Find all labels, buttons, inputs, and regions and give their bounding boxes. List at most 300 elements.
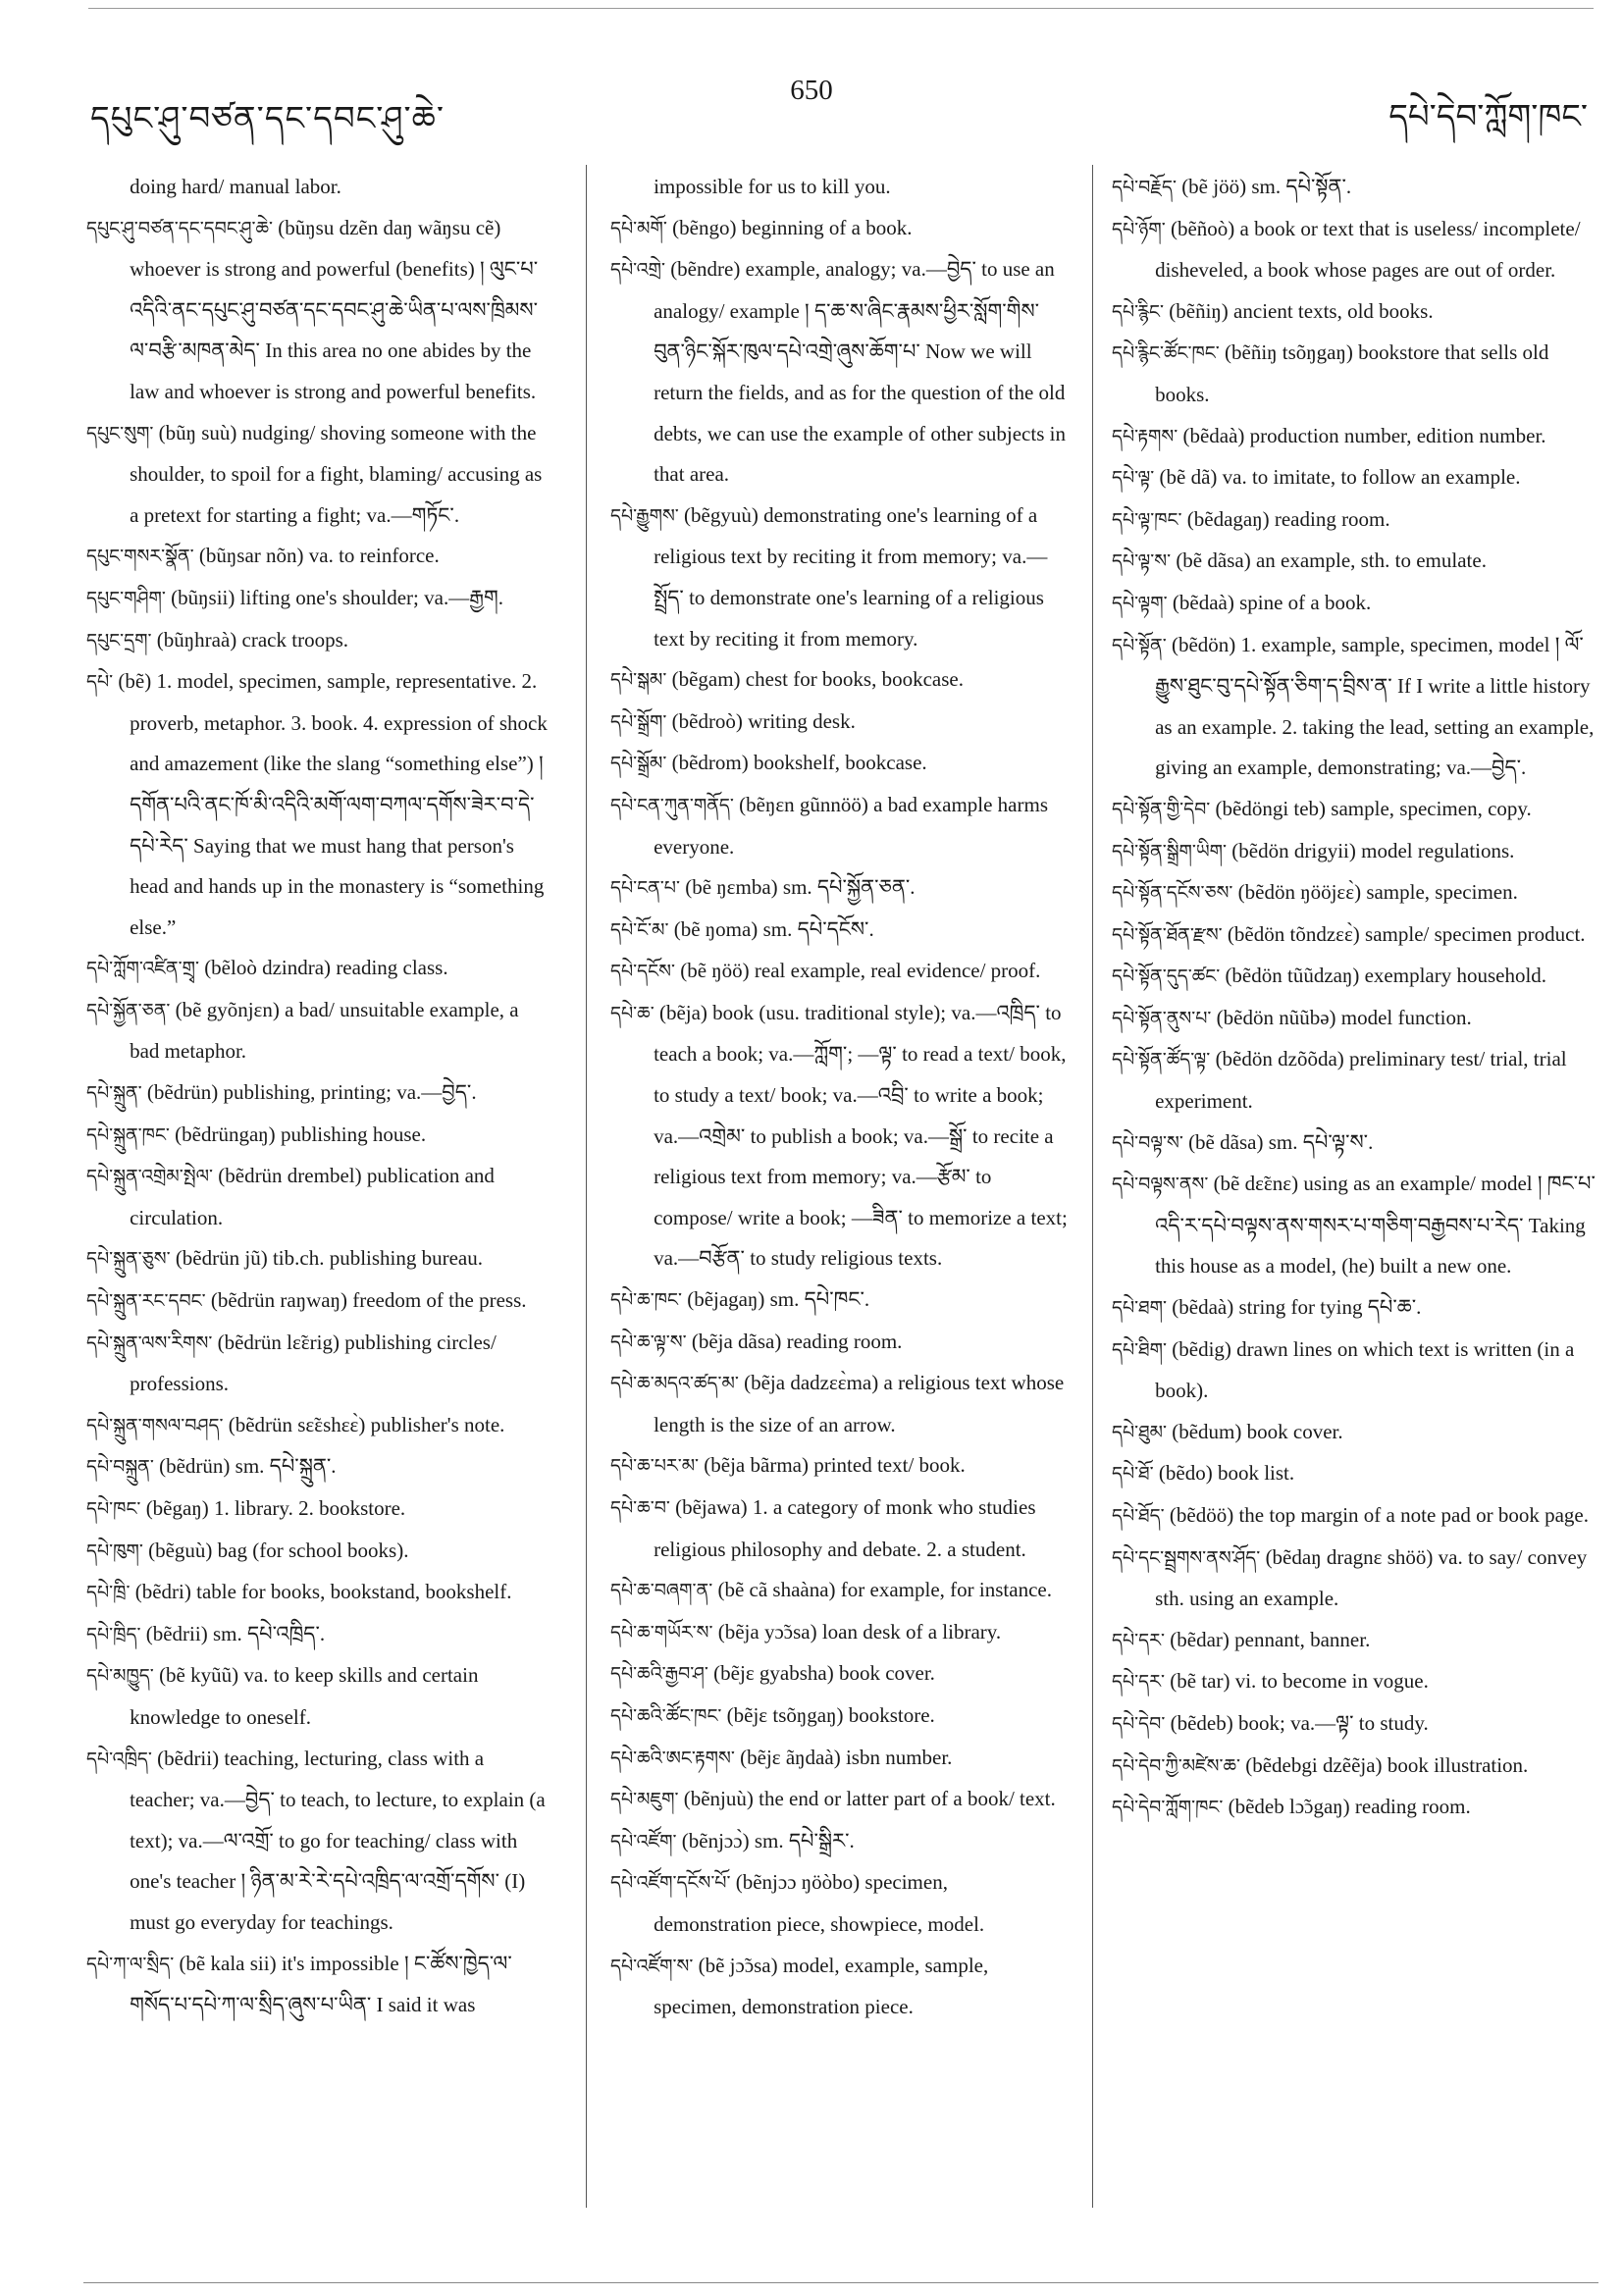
dictionary-entry: [1112, 1620, 1607, 1662]
dictionary-entry: [86, 990, 550, 1072]
headword-romanization: (bẽñiŋ tsõŋgaŋ): [1225, 340, 1353, 365]
entry-definition: preliminary test/ trial, trial experiment.: [1155, 1047, 1567, 1114]
entry-definition: a bad example harms everyone.: [654, 792, 1048, 859]
headword-romanization: (bẽdaà): [1172, 590, 1234, 614]
headword-tibetan: དཔེ་ཐོ་: [1112, 1463, 1154, 1486]
headword-tibetan: དཔེ་འཛོག་: [610, 1830, 677, 1852]
headword-romanization: (bẽñoò): [1170, 216, 1235, 240]
headword-romanization: (bẽdrün raŋwaŋ): [210, 1288, 347, 1313]
headword-romanization: (bẽja dãsa): [691, 1329, 782, 1353]
headword-tibetan: དཔུང་དྲག་: [86, 629, 152, 652]
headword-tibetan: དཔེ་སྟོན་དུད་ཚང་: [1112, 965, 1221, 988]
headword-romanization: (bẽ dã): [1159, 465, 1218, 490]
entry-definition: model function.: [1340, 1005, 1472, 1029]
headword-romanization: (bẽjawa): [675, 1495, 748, 1519]
dictionary-entry: [86, 1405, 550, 1447]
dictionary-entry: [86, 1072, 550, 1115]
headword-romanization: (bẽ ŋɛmba): [685, 875, 778, 900]
entry-definition: doing hard/ manual labor.: [130, 175, 341, 198]
headword-romanization: (bẽgyuù): [684, 502, 759, 527]
entry-definition: publishing, printing; va.—བྱེད་.: [223, 1080, 477, 1105]
entry-definition: freedom of the press.: [352, 1288, 527, 1313]
dictionary-entry: [86, 1156, 550, 1238]
dictionary-entry: [86, 536, 550, 578]
dictionary-entry: [1112, 1330, 1607, 1412]
headword-tibetan: དཔེ་ངན་ཀུན་གནོད་: [610, 794, 734, 816]
dictionary-entry: [610, 785, 1070, 867]
headword-romanization: (bẽdaà): [1172, 1295, 1234, 1320]
dictionary-entry: [1112, 1164, 1607, 1287]
headword-tibetan: དཔེ་རྒྱུགས་: [610, 504, 679, 527]
headword-romanization: (bẽja bãrma): [704, 1453, 809, 1478]
headword-romanization: (bẽ kyũũ): [159, 1663, 239, 1688]
headword-tibetan: དཔེ་ཆ་ལྟ་ས་: [610, 1331, 687, 1353]
dictionary-entry: [610, 1570, 1070, 1612]
headword-romanization: (bẽdön tõndzɛɛ̀): [1227, 921, 1360, 946]
entry-definition: real example, real evidence/ proof.: [754, 959, 1041, 983]
entry-definition: sample, specimen.: [1366, 880, 1518, 905]
headword-romanization: (bẽdebgi dzẽẽja): [1245, 1752, 1383, 1777]
headword-romanization: (bẽ tar): [1170, 1669, 1230, 1694]
headword-tibetan: དཔེ་མཇུག་: [610, 1789, 679, 1811]
headword-tibetan: དཔེ་ཆ་མདའ་ཚད་མ་: [610, 1373, 739, 1395]
headword-tibetan: དཔེ་དངོས་: [610, 961, 675, 983]
entry-definition: 1. model, specimen, sample, representative. 2. proverb, metaphor. 3. book. 4. expression of shock and amazement (like the slang “something else”) ། དགོན་པའི་ནང་ཁོ་མི་འདིའི་མགོ་ལག་བཀལ་དགོས་ཟེར་བ་དེ་དཔེ་རེད་ Saying that we must hang that person's head and hands up in the monastery is “something else.”: [130, 669, 548, 939]
dictionary-entry: [610, 1279, 1070, 1322]
dictionary-entry: [86, 1614, 550, 1656]
headword-tibetan: དཔེ་སྟོན་དངོས་ཅས་: [1112, 882, 1233, 905]
dictionary-entry: [610, 1862, 1070, 1945]
headword-romanization: (bẽ dãsa): [1176, 548, 1251, 573]
headword-tibetan: དཔེ་དེབ་: [1112, 1712, 1166, 1735]
headword-tibetan: དཔེ་: [86, 671, 114, 694]
entry-definition: 1. example, sample, specimen, model ། ལོ་རྒྱུས་ཐུང་བུ་དཔེ་སྟོན་ཅིག་ད་བྲིས་ན་ If I write a little history as an example. 2. taking the lead, setting an example, giving an example, demonstrating; va.—བྱེད་.: [1155, 632, 1595, 780]
headword-romanization: (bẽdri): [134, 1580, 191, 1604]
dictionary-entry: [1112, 333, 1607, 415]
dictionary-entry: [86, 1531, 550, 1573]
headword-tibetan: དཔེ་ཆ་བཞག་ན་: [610, 1580, 713, 1602]
dictionary-entry: [610, 1779, 1070, 1821]
dictionary-entry: [1112, 1495, 1607, 1538]
entry-definition: lifting one's shoulder; va.—རྒྱག.: [239, 585, 504, 609]
headword-tibetan: དཔེ་སྟོན་སྒྲིག་ཡིག་: [1112, 840, 1228, 862]
dictionary-entry: [1112, 1703, 1607, 1746]
entry-definition: publishing house.: [280, 1122, 427, 1146]
headword-tibetan: དཔེ་ལྟ་ས་: [1112, 550, 1172, 573]
headword-tibetan: དཔེ་འཛོག་ས་: [610, 1955, 694, 1977]
entry-definition: publication and circulation.: [130, 1164, 495, 1229]
headword-tibetan: དཔེ་སྟོན་ནུས་པ་: [1112, 1007, 1212, 1029]
headword-romanization: (bẽdar): [1170, 1627, 1230, 1651]
entry-definition: a bad/ unsuitable example, a bad metaphor.: [130, 997, 519, 1064]
headword-tibetan: དཔེ་ཆ་པར་མ་: [610, 1455, 700, 1478]
entry-definition: sm. དཔེ་དངོས་.: [762, 916, 874, 941]
headword-tibetan: དཔེ་ཆ་གཡོར་ས་: [610, 1621, 713, 1644]
headword-romanization: (bẽndre): [670, 257, 741, 282]
headword-romanization: (bẽdrüngaŋ): [175, 1122, 276, 1146]
dictionary-entry: [86, 208, 550, 413]
entry-definition: production number, edition number.: [1249, 423, 1546, 447]
headword-tibetan: དཔེ་ཆའི་རྒྱབ་ཤ་: [610, 1663, 708, 1686]
dictionary-entry: [610, 1738, 1070, 1780]
headword-romanization: (bẽ dɛ̃ɛnɛ): [1213, 1172, 1299, 1196]
headword-tibetan: དཔེ་སྒམ་: [610, 669, 667, 692]
headword-romanization: (bẽnjɔɔ̀): [681, 1828, 750, 1852]
headword-tibetan: དཔེ་དར་: [1112, 1671, 1165, 1694]
headword-tibetan: དཔེ་སྟོན་གྱི་དེབ་: [1112, 798, 1211, 820]
headword-romanization: (bẽdrün): [159, 1454, 231, 1479]
headword-tibetan: དཔེ་སྐྲུན་གསལ་བཤད་: [86, 1414, 224, 1436]
headword-romanization: (bẽdön tũũdzaŋ): [1225, 964, 1360, 988]
entry-definition: nudging/ shoving someone with the shoulder, to spoil for a fight, blaming/ accusing as a pretext for starting a fight; va.—གཏོང་.: [130, 420, 543, 527]
headword-tibetan: དཔེ་ལྟ་: [1112, 467, 1155, 490]
headword-romanization: (bẽgam): [671, 667, 741, 692]
dictionary-entry: [86, 1280, 550, 1323]
entry-definition: writing desk.: [748, 708, 856, 733]
headword-romanization: (bẽdrün sɛ̃ɛshɛɛ̀): [228, 1412, 366, 1436]
dictionary-entry: [610, 1653, 1070, 1696]
dictionary-entry: [610, 1487, 1070, 1570]
headword-romanization: (bẽ ŋoma): [673, 916, 759, 941]
dictionary-entry: [86, 578, 550, 620]
headword-romanization: (bẽgaŋ): [145, 1496, 209, 1520]
headword-romanization: (bẽdrün lɛ̃ɛrig): [217, 1330, 340, 1354]
headword-romanization: (bẽja dadzɛɛ̀ma): [744, 1371, 879, 1395]
dictionary-entry: [86, 620, 550, 662]
bottom-rule: [83, 2282, 1598, 2283]
headword-tibetan: དཔེ་སྐྲུན་ལས་རིགས་: [86, 1331, 213, 1354]
entry-definition: book list.: [1217, 1461, 1295, 1486]
headword-tibetan: དཔེ་དང་སྦྲགས་ནས་ཤོད་: [1112, 1546, 1261, 1569]
headword-tibetan: དཔེ་སྒྲོམ་: [610, 753, 667, 775]
headword-tibetan: དཔུང་ཤུ་བཙན་དང་དབང་ཤུ་ཆེ་: [86, 217, 274, 239]
headword-romanization: (bẽdöö): [1169, 1503, 1234, 1527]
headword-tibetan: དཔེ་སྟོན་ཚོད་ལྟ་: [1112, 1049, 1211, 1071]
dictionary-entry: [86, 1572, 550, 1614]
entry-definition: reading room.: [1274, 506, 1390, 531]
headword-romanization: (bẽdön nũũbə): [1216, 1005, 1336, 1029]
entry-definition: sm. དཔེ་ལྟ་ས་.: [1268, 1129, 1374, 1154]
dictionary-entry: [86, 167, 550, 208]
entry-definition: book; va.—ལྟ་ to study.: [1237, 1710, 1429, 1735]
headword-romanization: (bẽdöngi teb): [1215, 796, 1327, 820]
entry-definition: reading class.: [336, 956, 448, 980]
headword-romanization: (bẽ jɔ̃ɔsa): [698, 1953, 778, 1977]
headword-tibetan: དཔེ་ཁུག་: [86, 1539, 143, 1562]
headword-tibetan: དཔེ་ལྟ་ཁང་: [1112, 508, 1182, 531]
headword-tibetan: དཔུང་གཤིག་: [86, 587, 166, 609]
headword-tibetan: དཔེ་ཆ་ཁང་: [610, 1289, 682, 1312]
dictionary-entry: [1112, 209, 1607, 291]
entry-definition: bookstore.: [848, 1702, 935, 1727]
headword-romanization: (bẽdig): [1172, 1336, 1231, 1361]
dictionary-entry: [86, 1739, 550, 1944]
entry-definition: sm. དཔེ་ཁང་.: [769, 1287, 870, 1312]
headword-tibetan: དཔེ་སྐྲུན་: [86, 1082, 142, 1105]
headword-romanization: (bẽdrün): [146, 1080, 219, 1105]
headword-tibetan: དཔེ་ཀ་ལ་སྲིད་: [86, 1953, 175, 1975]
dictionary-entry: [1112, 499, 1607, 542]
dictionary-entry: [86, 1115, 550, 1157]
headword-tibetan: དཔེ་ཆའི་ཨང་རྟགས་: [610, 1747, 735, 1769]
entry-definition: the top margin of a note pad or book page.: [1238, 1503, 1589, 1527]
entry-definition: specimen, demonstration piece, showpiece, model.: [654, 1870, 985, 1936]
dictionary-entry: [1112, 789, 1607, 831]
dictionary-entry: [1112, 291, 1607, 334]
entry-definition: it's impossible ། ང་ཚོས་ཁྱེད་ལ་གསོད་པ་དཔེ་ཀ་ལ་སྲིད་ཞུས་པ་ཡིན་ I said it was: [130, 1951, 512, 2017]
dictionary-entry: [1112, 457, 1607, 499]
dictionary-entry: [1112, 1661, 1607, 1703]
headword-romanization: (bẽnjuù): [683, 1787, 754, 1811]
dictionary-entry: [1112, 583, 1607, 625]
headword-romanization: (bẽdrii): [145, 1621, 208, 1645]
dictionary-entry: [86, 413, 550, 537]
dictionary-entry: [610, 1322, 1070, 1364]
headword-tibetan: དཔེ་སྐྲུན་ཅུས་: [86, 1248, 171, 1271]
dictionary-entry: [1112, 625, 1607, 789]
entry-definition: example, analogy; va.—བྱེད་ to use an analogy/ example ། ད་ཆ་ས་ཞིང་རྣམས་ཕྱིར་སློག་གིས་བུན་ཉིང་སྐོར་ཁུལ་དཔེ་འགྲེ་ཞུས་ཆོག་པ་ Now we will return the fields, and as for the question of the old debts, we can use the example of other subjects in that area.: [654, 257, 1066, 487]
headword-romanization: (bẽnjɔɔ ŋöòbo): [735, 1870, 861, 1895]
headword-romanization: (bũŋhraà): [156, 627, 237, 652]
entry-definition: table for books, bookstand, bookshelf.: [196, 1580, 512, 1604]
entry-definition: string for tying དཔེ་ཆ་.: [1238, 1295, 1422, 1320]
headword-tibetan: དཔེ་ཆ་བ་: [610, 1497, 670, 1519]
column-divider-1: [586, 165, 587, 2208]
headword-romanization: (bẽguù): [148, 1538, 213, 1562]
headword-romanization: (bẽdaà): [1182, 423, 1245, 447]
headword-romanization: (bẽ): [118, 669, 152, 694]
entry-definition: bookshelf, bookcase.: [753, 751, 927, 775]
dictionary-entry: [1112, 1287, 1607, 1330]
entry-definition: bag (for school books).: [217, 1538, 409, 1562]
headword-tibetan: དཔེ་ཐག་: [1112, 1297, 1168, 1320]
headword-romanization: (bẽdrom): [671, 751, 749, 775]
headword-tibetan: དཔེ་འགྲེ་: [610, 259, 665, 282]
headword-romanization: (bẽloò dzindra): [204, 956, 332, 980]
headword-tibetan: དཔེ་ཐོད་: [1112, 1505, 1165, 1527]
entry-definition: book cover.: [1246, 1419, 1343, 1443]
entry-definition: sm. དཔེ་སྟོན་.: [1251, 175, 1352, 198]
dictionary-entry: [610, 993, 1070, 1279]
dictionary-entry: [610, 1946, 1070, 2028]
headword-romanization: (bẽdön): [1171, 632, 1236, 656]
headword-tibetan: དཔེ་མགོ་: [610, 217, 667, 239]
entry-definition: vi. to become in vogue.: [1234, 1669, 1429, 1694]
dictionary-entry: [610, 951, 1070, 993]
headword-romanization: (bũŋsii): [171, 585, 236, 609]
headword-romanization: (bẽjagaŋ): [687, 1287, 765, 1312]
entry-definition: publishing circles/ professions.: [130, 1330, 497, 1396]
entry-definition: demonstrating one's learning of a religious text by reciting it from memory; va.—སྤྲོད་ to demonstrate one's learning of a religious text by reciting it from memory.: [654, 502, 1048, 651]
headword-tibetan: དཔེ་དར་: [1112, 1629, 1165, 1651]
headword-tibetan: དཔེ་ཁྲི་: [86, 1582, 131, 1604]
dictionary-entry: [86, 1238, 550, 1280]
dictionary-entry: [1112, 831, 1607, 873]
headword-romanization: (bẽdo): [1158, 1461, 1213, 1486]
entry-definition: printed text/ book.: [813, 1453, 966, 1478]
headword-romanization: (bẽjɛ tsõŋgaŋ): [726, 1702, 844, 1727]
dictionary-entry: [86, 1488, 550, 1531]
headword-tibetan: དཔེ་སྟོན་: [1112, 634, 1167, 656]
dictionary-entry: [610, 249, 1070, 496]
headword-tibetan: དཔེ་ཁྲིད་: [86, 1623, 141, 1645]
headword-tibetan: དཔེ་སྐྱོན་ཅན་: [86, 999, 171, 1021]
entry-definition: a religious text whose length is the size of an arrow.: [654, 1371, 1065, 1436]
dictionary-entry: [1112, 914, 1607, 957]
top-rule: [88, 8, 1594, 9]
entry-definition: whoever is strong and powerful (benefits) ། ལུང་པ་འདིའི་ནང་དཔུང་ཤུ་བཙན་དང་དབང་ཤུ་ཆེ་ཡིན་པ་ལས་ཁྲིམས་ལ་བརྩི་མཁན་མེད་ In this area no one abides by the law and whoever is strong and powerful benefits.: [130, 257, 539, 403]
headword-tibetan: དཔུང་སུག་: [86, 422, 154, 444]
entry-definition: teaching, lecturing, class with a teacher; va.—བྱེད་ to teach, to lecture, to explain (a text); va.—ལ་འགྲོ་ to go for teaching/ class with one's teacher ། ཉིན་མ་རེ་རེ་དཔེ་འཁྲིད་ལ་འགྲོ་དགོས་ (I) must go everyday for teachings.: [130, 1746, 546, 1934]
headword-tibetan: དཔེ་བརྗོད་: [1112, 177, 1177, 198]
entry-definition: va. to keep skills and certain knowledge to oneself.: [130, 1663, 479, 1729]
entry-definition: a book or text that is useless/ incomplete/ disheveled, a book whose pages are out of order.: [1155, 216, 1581, 283]
entry-definition: va. to imitate, to follow an example.: [1222, 465, 1521, 490]
dictionary-entry: [1112, 1122, 1607, 1165]
dictionary-entry: [610, 743, 1070, 785]
headword-tibetan: དཔེ་བལྟས་ནས་: [1112, 1174, 1209, 1196]
entry-definition: sample/ specimen product.: [1365, 921, 1586, 946]
headword-romanization: (bũŋ suù): [158, 420, 237, 444]
entry-definition: bookstore that sells old books.: [1155, 340, 1549, 406]
headword-romanization: (bẽ gyõnjɛn): [175, 997, 280, 1021]
dictionary-entry: [610, 702, 1070, 744]
headword-tibetan: དཔེ་ཐིག་: [1112, 1338, 1168, 1361]
entry-definition: sm. དཔེ་འཁྲིད་.: [212, 1621, 326, 1645]
entry-definition: 1. a category of monk who studies religious philosophy and debate. 2. a student.: [654, 1495, 1036, 1561]
entry-definition: chest for books, bookcase.: [745, 667, 964, 692]
headword-tibetan: དཔེ་ཁང་: [86, 1498, 141, 1520]
dictionary-entry: [1112, 872, 1607, 914]
headword-tibetan: དཔེ་རྙིང་ཚོང་ཁང་: [1112, 342, 1220, 365]
headword-tibetan: དཔེ་ཐུམ་: [1112, 1421, 1167, 1443]
entry-definition: sm. དཔེ་སྐྲུན་.: [235, 1454, 337, 1479]
headword-romanization: (bẽdön dzõõda): [1215, 1047, 1344, 1071]
column-2: [610, 167, 1070, 2028]
running-head-left: དཔུང་ཤུ་བཙན་དང་དབང་ཤུ་ཆེ་: [90, 99, 445, 138]
headword-romanization: (bẽja): [658, 1000, 707, 1024]
dictionary-entry: [86, 661, 550, 948]
headword-tibetan: དཔེ་བལྟ་ས་: [1112, 1131, 1183, 1154]
dictionary-entry: [610, 496, 1070, 659]
headword-romanization: (bẽñiŋ): [1169, 298, 1229, 323]
headword-tibetan: དཔེ་འཁྲིད་: [86, 1748, 152, 1770]
entry-definition: model regulations.: [1361, 838, 1515, 862]
dictionary-entry: [86, 1323, 550, 1405]
headword-romanization: (bẽja yɔ̃ɔsa): [717, 1619, 817, 1644]
headword-romanization: (bẽ kala sii): [179, 1951, 277, 1975]
dictionary-entry: [1112, 416, 1607, 458]
dictionary-entry: [86, 948, 550, 990]
headword-romanization: (bẽdrün drembel): [218, 1164, 362, 1188]
dictionary-entry: [610, 910, 1070, 952]
entry-definition: sm. དཔེ་སྒྲིར་.: [754, 1828, 855, 1852]
headword-romanization: (bẽdön drigyii): [1231, 838, 1356, 862]
entry-definition: reading room.: [786, 1329, 903, 1353]
dictionary-entry: [610, 208, 1070, 250]
dictionary-entry: [86, 1944, 550, 2026]
entry-definition: va. to say/ convey sth. using an example.: [1155, 1544, 1588, 1611]
entry-definition: reading room.: [1354, 1795, 1471, 1819]
headword-tibetan: དཔེ་སྐྲུན་ཁང་: [86, 1123, 170, 1146]
entry-definition: exemplary household.: [1364, 964, 1547, 988]
entry-definition: impossible for us to kill you.: [654, 175, 891, 198]
headword-tibetan: དཔེ་ཀློག་འཛིན་གྲྭ་: [86, 958, 199, 980]
dictionary-entry: [610, 659, 1070, 702]
dictionary-entry: [610, 1445, 1070, 1487]
entry-definition: pennant, banner.: [1234, 1627, 1371, 1651]
entry-definition: sample, specimen, copy.: [1331, 796, 1532, 820]
headword-romanization: (bẽ ŋöö): [680, 959, 750, 983]
entry-definition: beginning of a book.: [741, 215, 913, 239]
headword-romanization: (bũŋsar nõn): [198, 544, 304, 568]
entry-definition: the end or latter part of a book/ text.: [759, 1787, 1056, 1811]
entry-definition: va. to reinforce.: [308, 544, 440, 568]
headword-tibetan: དཔེ་ངོ་མ་: [610, 918, 669, 941]
running-head-right: དཔེ་དེབ་ཀློག་ཁང་: [1388, 97, 1588, 136]
headword-romanization: (bẽdrün jũ): [175, 1246, 268, 1271]
headword-tibetan: དཔེ་མཁྱུད་: [86, 1665, 154, 1688]
dictionary-entry: [1112, 1412, 1607, 1454]
headword-romanization: (bũŋsu dzẽn daŋ wãŋsu cẽ): [278, 215, 501, 239]
dictionary-entry: [1112, 1538, 1607, 1620]
headword-romanization: (bẽdeb): [1170, 1710, 1233, 1735]
headword-tibetan: དཔེ་ལྟག་: [1112, 592, 1168, 614]
headword-tibetan: དཔེ་སྟོན་ཐོན་རྫས་: [1112, 923, 1223, 946]
entry-definition: spine of a book.: [1239, 590, 1372, 614]
headword-romanization: (bẽdum): [1172, 1419, 1242, 1443]
headword-romanization: (bẽdroò): [671, 708, 743, 733]
headword-tibetan: དཔུང་གསར་སྣོན་: [86, 546, 194, 568]
entry-definition: book cover.: [838, 1661, 935, 1686]
headword-tibetan: དཔེ་ཉོག་: [1112, 218, 1166, 240]
dictionary-entry: [1112, 1787, 1607, 1829]
headword-tibetan: དཔེ་སྒྲོག་: [610, 710, 667, 733]
column-1: [86, 167, 550, 2026]
dictionary-entry: [1112, 167, 1607, 209]
dictionary-entry: [610, 1363, 1070, 1445]
headword-romanization: (bẽŋɛn gũnnöö): [739, 792, 868, 816]
entry-definition: book (usu. traditional style); va.—འཁྲིད་ to teach a book; va.—ཀློག་; —ལྟ་ to read a text/ book, to study a text/ book; va.—འབྲི་ to write a book; va.—འགྲེམ་ to publish a book; va.—སྒྲོ་ to recite a religious text from memory; va.—རྩོམ་ to compose/ write a book; —ཟིན་ to memorize a text; va.—བརྩོན་ to study religious texts.: [654, 1000, 1068, 1271]
dictionary-entry: [1112, 956, 1607, 998]
entry-definition: model, example, sample, specimen, demonstration piece.: [654, 1953, 989, 2019]
dictionary-entry: [1112, 1039, 1607, 1122]
entry-definition: 1. library. 2. bookstore.: [213, 1496, 406, 1520]
entry-definition: tib.ch. publishing bureau.: [272, 1246, 484, 1271]
dictionary-entry: [1112, 998, 1607, 1040]
dictionary-entry: [610, 167, 1070, 208]
headword-romanization: (bẽjɛ gyabsha): [713, 1661, 834, 1686]
dictionary-entry: [610, 867, 1070, 910]
page-number: 650: [790, 75, 833, 106]
entry-definition: an example, sth. to emulate.: [1255, 548, 1487, 573]
headword-romanization: (bẽ cã shaàna): [717, 1578, 836, 1602]
headword-romanization: (bẽ dãsa): [1188, 1129, 1264, 1154]
entry-definition: publisher's note.: [370, 1412, 505, 1436]
dictionary-entry: [610, 1696, 1070, 1738]
entry-definition: isbn number.: [845, 1745, 953, 1769]
dictionary-entry: [1112, 1746, 1607, 1788]
headword-tibetan: དཔེ་ཆ་: [610, 1002, 654, 1024]
dictionary-entry: [610, 1612, 1070, 1654]
headword-tibetan: དཔེ་དེབ་ཀྱི་མཛེས་ཆ་: [1112, 1754, 1240, 1777]
dictionary-entry: [1112, 541, 1607, 583]
headword-romanization: (bẽdrii): [157, 1746, 220, 1770]
headword-tibetan: དཔེ་རྟགས་: [1112, 425, 1178, 447]
headword-romanization: (bẽ jöö): [1181, 175, 1247, 198]
column-3: [1112, 167, 1607, 1829]
dictionary-entry: [1112, 1453, 1607, 1495]
